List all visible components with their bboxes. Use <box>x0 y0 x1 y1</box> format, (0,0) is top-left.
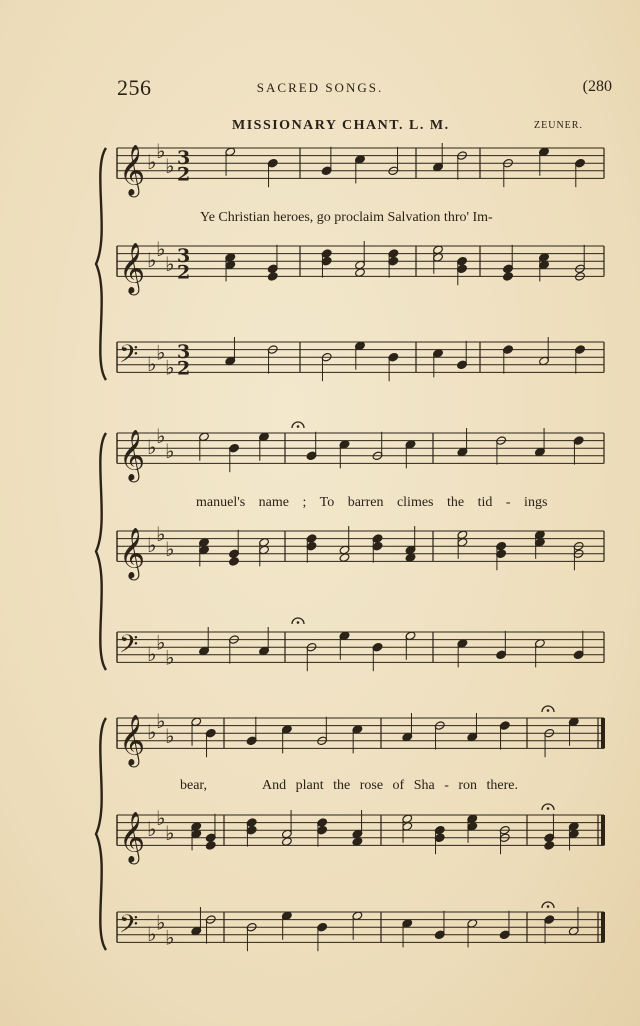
flat-icon: ♭ <box>165 724 175 748</box>
running-title: SACRED SONGS. <box>256 80 384 95</box>
fermata-dot <box>547 709 550 712</box>
flat-icon: ♭ <box>156 138 166 163</box>
fermata-dot <box>547 905 550 908</box>
flat-icon: ♭ <box>165 439 175 463</box>
notehead <box>544 840 555 850</box>
flat-icon: ♭ <box>156 521 166 546</box>
flat-icon: ♭ <box>165 154 175 178</box>
flat-icon: ♭ <box>156 236 166 261</box>
notehead <box>228 556 239 566</box>
bass-clef-icon: 𝄢 <box>119 629 139 665</box>
time-signature-denominator: 2 <box>177 261 191 284</box>
flat-icon: ♭ <box>147 641 157 666</box>
treble-clef-icon: 𝄞 <box>119 144 146 196</box>
flat-icon: ♭ <box>147 533 157 558</box>
flat-icon: ♭ <box>156 910 166 935</box>
flat-icon: ♭ <box>147 351 157 376</box>
treble-clef-icon: 𝄞 <box>119 714 146 766</box>
time-signature-numerator: 3 <box>177 147 191 170</box>
notehead <box>502 271 513 281</box>
notehead <box>267 271 278 281</box>
brace <box>96 433 106 670</box>
treble-clef-icon: 𝄞 <box>119 242 146 294</box>
flat-icon: ♭ <box>147 248 157 273</box>
flat-icon: ♭ <box>156 708 166 733</box>
flat-icon: ♭ <box>165 821 175 845</box>
flat-icon: ♭ <box>165 355 175 380</box>
brace <box>96 718 106 950</box>
flat-icon: ♭ <box>147 817 157 842</box>
lyrics-line-3a: bear, <box>180 778 208 793</box>
treble-clef-icon: 𝄞 <box>119 811 146 863</box>
flat-icon: ♭ <box>147 921 157 946</box>
tune-name: MISSIONARY CHANT. L. M. <box>232 118 450 133</box>
fermata-dot <box>297 425 300 428</box>
flat-icon: ♭ <box>165 645 175 670</box>
lyrics-line-1: Ye Christian heroes, go proclaim Salvation thro' Im- <box>200 210 493 225</box>
flat-icon: ♭ <box>156 630 166 655</box>
fermata-dot <box>547 807 550 810</box>
flat-icon: ♭ <box>165 537 175 561</box>
treble-clef-icon: 𝄞 <box>119 429 146 481</box>
notehead <box>205 840 216 850</box>
fermata-dot <box>297 621 300 624</box>
hymn-number: (280 <box>582 78 612 95</box>
flat-icon: ♭ <box>156 423 166 448</box>
flat-icon: ♭ <box>156 340 166 365</box>
flat-icon: ♭ <box>165 252 175 276</box>
final-barline-thick <box>601 718 605 748</box>
flat-icon: ♭ <box>147 150 157 175</box>
lyrics-line-3b: And plant the rose of Sha - ron there. <box>262 778 518 793</box>
flat-icon: ♭ <box>165 925 175 950</box>
treble-clef-icon: 𝄞 <box>119 527 146 579</box>
flat-icon: ♭ <box>156 805 166 830</box>
time-signature-numerator: 3 <box>177 245 191 268</box>
final-barline-thick <box>601 815 605 845</box>
brace <box>96 148 106 380</box>
composer: ZEUNER. <box>534 120 583 131</box>
flat-icon: ♭ <box>147 720 157 745</box>
time-signature-denominator: 2 <box>177 163 191 186</box>
bass-clef-icon: 𝄢 <box>119 909 139 945</box>
time-signature-numerator: 3 <box>177 341 191 364</box>
final-barline-thick <box>601 912 605 942</box>
bass-clef-icon: 𝄢 <box>119 339 139 375</box>
flat-icon: ♭ <box>147 435 157 460</box>
lyrics-line-2: manuel's name ; To barren climes the tid - ings <box>196 495 548 510</box>
page-number: 256 <box>117 75 152 100</box>
time-signature-denominator: 2 <box>177 357 191 380</box>
